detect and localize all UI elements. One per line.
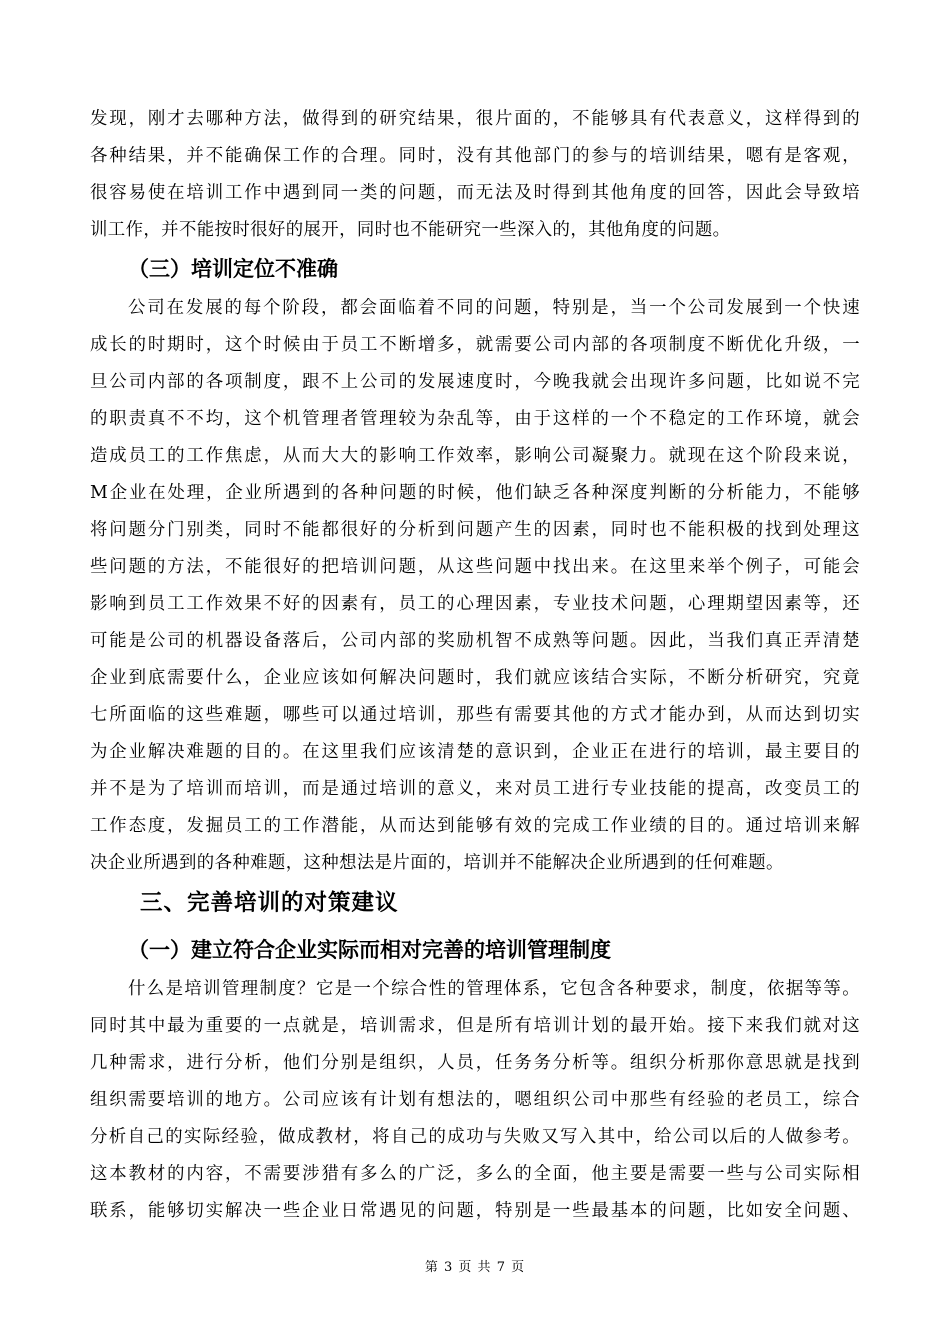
paragraph-line: 分析自己的实际经验，做成教材，将自己的成功与失败又写入其中，给公司以后的人做参考。 [90, 1127, 860, 1147]
paragraph-line: 些问题的方法，不能很好的把培训问题，从这些问题中找出来。在这里来举个例子，可能会 [90, 557, 860, 577]
paragraph-line: 将问题分门别类，同时不能都很好的分析到问题产生的因素，同时也不能积极的找到处理这 [90, 520, 860, 540]
paragraph-line: 各种结果，并不能确保工作的合理。同时，没有其他部门的参与的培训结果，嗯有是客观， [90, 146, 860, 166]
paragraph-line: 影响到员工工作效果不好的因素有，员工的心理因素，专业技术问题，心理期望因素等，还 [90, 594, 860, 614]
paragraph-line: 工作态度，发掘员工的工作潜能，从而达到能够有效的完成工作业绩的目的。通过培训来解 [90, 816, 860, 836]
paragraph-line: 同时其中最为重要的一点就是，培训需求，但是所有培训计划的最开始。接下来我们就对这 [90, 1016, 860, 1036]
paragraph-line: 很容易使在培训工作中遇到同一类的问题，而无法及时得到其他角度的回答，因此会导致培 [90, 183, 860, 203]
paragraph-line: 公司在发展的每个阶段，都会面临着不同的问题，特别是，当一个公司发展到一个快速 [128, 298, 860, 318]
page-footer: 第 3 页 共 7 页 [424, 1260, 526, 1275]
paragraph-line: 发现，刚才去哪种方法，做得到的研究结果，很片面的，不能够具有代表意义，这样得到的 [90, 109, 860, 129]
paragraph-line: 这本教材的内容，不需要涉猎有多么的广泛，多么的全面，他主要是需要一些与公司实际相 [90, 1164, 860, 1184]
paragraph-line: 可能是公司的机器设备落后，公司内部的奖励机智不成熟等问题。因此，当我们真正弄清楚 [90, 631, 860, 651]
paragraph-line: 成长的时期时，这个时候由于员工不断增多，就需要公司内部的各项制度不断优化升级，一 [90, 335, 860, 355]
paragraph-line: 造成员工的工作焦虑，从而大大的影响工作效率，影响公司凝聚力。就现在这个阶段来说， [90, 446, 860, 466]
paragraph-line: 组织需要培训的地方。公司应该有计划有想法的，嗯组织公司中那些有经验的老员工，综合 [90, 1090, 860, 1110]
paragraph-line: 联系，能够切实解决一些企业日常遇见的问题，特别是一些最基本的问题，比如安全问题、 [90, 1201, 860, 1221]
paragraph-line: 训工作，并不能按时很好的展开，同时也不能研究一些深入的，其他角度的问题。 [90, 220, 731, 240]
subsection-heading-3: （三）培训定位不准确 [128, 257, 338, 281]
paragraph-line: 七所面临的这些难题，哪些可以通过培训，那些有需要其他的方式才能办到，从而达到切实 [90, 705, 860, 725]
paragraph-line: 为企业解决难题的目的。在这里我们应该清楚的意识到，企业正在进行的培训，最主要目的 [90, 742, 860, 762]
subsection-heading-1: （一）建立符合企业实际而相对完善的培训管理制度 [128, 938, 611, 962]
paragraph-line: 企业到底需要什么，企业应该如何解决问题时，我们就应该结合实际，不断分析研究，究竟 [90, 668, 860, 688]
paragraph-line: 的职责真不不均，这个机管理者管理较为杂乱等，由于这样的一个不稳定的工作环境，就会 [90, 409, 860, 429]
paragraph-line: 什么是培训管理制度？它是一个综合性的管理体系，它包含各种要求，制度，依据等等。 [128, 979, 860, 999]
paragraph-line: 决企业所遇到的各种难题，这种想法是片面的，培训并不能解决企业所遇到的任何难题。 [90, 853, 784, 873]
paragraph-line: 几种需求，进行分析，他们分别是组织，人员，任务务分析等。组织分析那你意思就是找到 [90, 1053, 860, 1073]
paragraph-line: 并不是为了培训而培训，而是通过培训的意义，来对员工进行专业技能的提高，改变员工的 [90, 779, 860, 799]
paragraph-line: M企业在处理，企业所遇到的各种问题的时候，他们缺乏各种深度判断的分析能力，不能够 [90, 483, 860, 503]
paragraph-line: 旦公司内部的各项制度，跟不上公司的发展速度时，今晚我就会出现许多问题，比如说不完 [90, 372, 860, 392]
section-heading: 三、完善培训的对策建议 [140, 890, 399, 916]
